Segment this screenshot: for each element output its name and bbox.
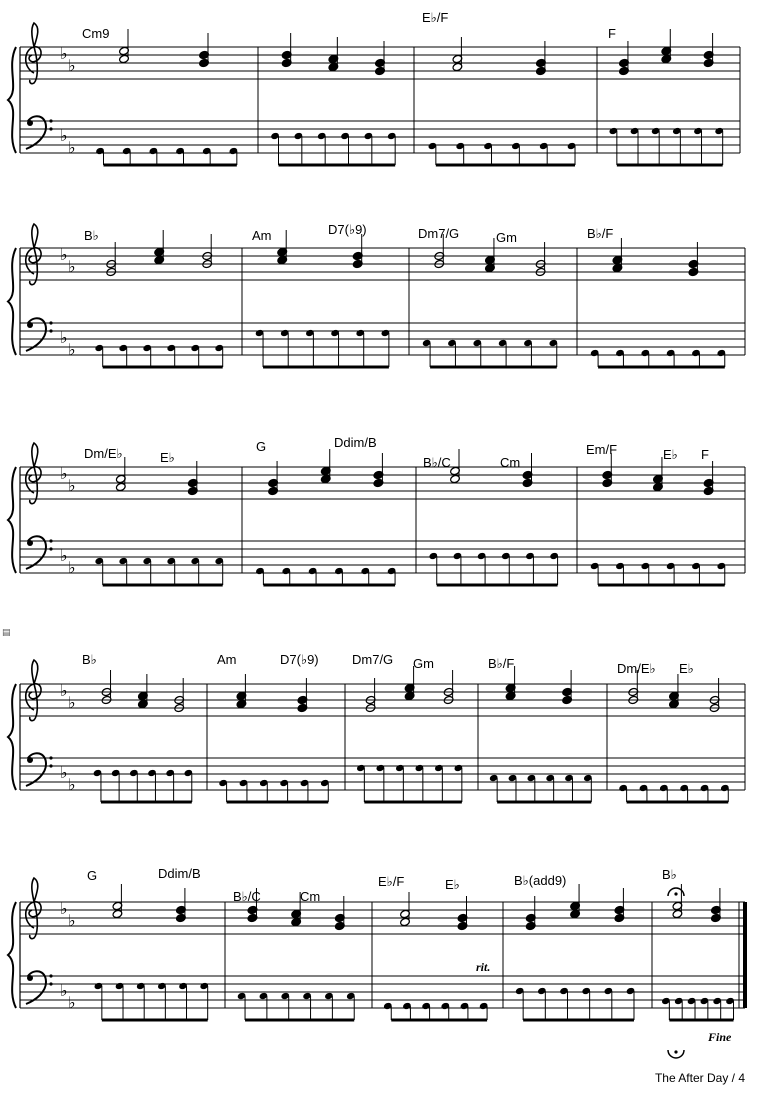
key-signature-flat: ♭ (68, 993, 76, 1012)
chord-symbol: F (701, 447, 709, 462)
chord-symbol: Dm7/G (352, 652, 394, 667)
chord-symbol: Cm (500, 455, 521, 470)
key-signature-flat: ♭ (68, 775, 76, 794)
chord-symbol: Am (217, 652, 237, 667)
chord-symbol: Gm (496, 230, 517, 245)
chord-symbol: Ddim/B (334, 435, 377, 450)
chord-symbol: Cm (300, 889, 321, 904)
chord-symbol: Dm7/G (418, 226, 460, 241)
chord-symbol: E♭ (445, 877, 460, 892)
treble-clef (26, 443, 41, 504)
chord-symbol: B♭/F (587, 226, 614, 241)
brace (8, 467, 16, 573)
chord-symbol: E♭/F (422, 10, 449, 25)
brace (8, 684, 16, 790)
fermata-dot (674, 892, 677, 895)
chord-symbol: Am (252, 228, 272, 243)
chord-symbol: B♭(add9) (514, 873, 567, 888)
key-signature-flat: ♭ (68, 138, 76, 157)
brace (8, 47, 16, 153)
brace (8, 248, 16, 355)
chord-symbol: Dm/E♭ (617, 661, 656, 676)
chord-symbol: B♭/F (488, 656, 515, 671)
staves (8, 23, 745, 1012)
key-signature-flat: ♭ (60, 681, 68, 700)
key-signature-flat: ♭ (60, 126, 68, 145)
key-signature-flat: ♭ (60, 981, 68, 1000)
treble-clef (26, 660, 41, 721)
key-signature-flat: ♭ (68, 558, 76, 577)
page-footer: The After Day / 4 (654, 1071, 745, 1085)
key-signature-flat: ♭ (68, 340, 76, 359)
key-signature-flat: ♭ (60, 328, 68, 347)
chord-symbol: Gm (413, 656, 434, 671)
brace (8, 902, 16, 1008)
chord-symbol: E♭/F (378, 874, 405, 889)
treble-clef (26, 23, 41, 84)
chord-symbol: E♭ (160, 450, 175, 465)
key-signature-flat: ♭ (60, 546, 68, 565)
chord-symbol: G (256, 439, 267, 454)
chord-symbol: B♭ (82, 652, 97, 667)
chord-symbol: F (608, 26, 616, 41)
chord-symbol: E♭ (663, 447, 678, 462)
chord-symbol: D7(♭9) (280, 652, 319, 667)
chord-symbol: Dm/E♭ (84, 446, 123, 461)
rit-marking: rit. (476, 960, 491, 974)
chord-symbol: G (87, 868, 98, 883)
key-signature-flat: ♭ (68, 693, 76, 712)
key-signature-flat: ♭ (60, 245, 68, 264)
notes (93, 29, 735, 1058)
chord-symbol: B♭/C (423, 455, 451, 470)
chord-symbol: D7(♭9) (328, 222, 367, 237)
chord-symbol: B♭ (84, 228, 99, 243)
key-signature-flat: ♭ (68, 911, 76, 930)
key-signature-flat: ♭ (60, 763, 68, 782)
stray-glyph: ▤ (2, 628, 11, 638)
chord-symbol: E♭ (679, 661, 694, 676)
key-signature-flat: ♭ (68, 476, 76, 495)
chord-symbol: Ddim/B (158, 866, 201, 881)
chord-symbol: B♭ (662, 867, 677, 882)
key-signature-flat: ♭ (60, 899, 68, 918)
key-signature-flat: ♭ (60, 44, 68, 63)
key-signature-flat: ♭ (68, 56, 76, 75)
fermata-dot (674, 1050, 677, 1053)
chord-symbol: Em/F (586, 442, 618, 457)
key-signature-flat: ♭ (68, 257, 76, 276)
fine-marking: Fine (708, 1030, 732, 1044)
treble-clef (26, 878, 41, 939)
treble-clef (26, 224, 41, 285)
chord-symbol: B♭/C (233, 889, 261, 904)
key-signature-flat: ♭ (60, 464, 68, 483)
chord-symbol: Cm9 (82, 26, 110, 41)
